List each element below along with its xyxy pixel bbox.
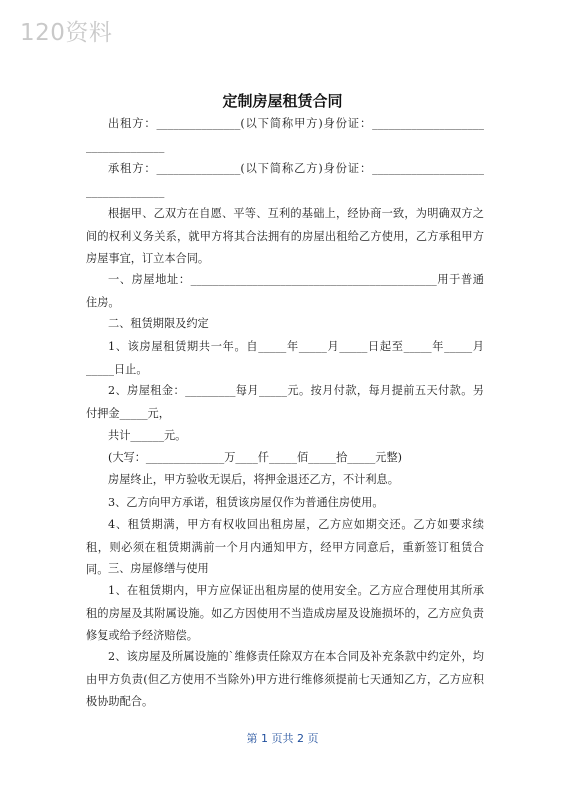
house-address-paragraph: 一、房屋地址：____________________________________________用于普通住房。	[86, 273, 484, 309]
safe-use-clause: 1、在租赁期内，甲方应保证出租房屋的使用安全。乙方应合理使用其所承租的房屋及其附属设施。如乙方因使用不当造成房屋及设施损坏的，乙方应负责修复或给予经济赔偿。	[86, 584, 484, 643]
section-repair-heading: 三、房屋修缮与使用	[108, 562, 209, 575]
watermark: 120资料	[20, 20, 113, 46]
lessee-line: 承租方：_______________(以下简称乙方)身份证：____________________ ______________	[86, 162, 484, 198]
section-lease-term-heading: 二、租赁期限及约定	[108, 317, 209, 330]
lease-expiry-clause: 4、租赁期满，甲方有权收回出租房屋，乙方应如期交还。乙方如要求续租，则必须在租赁期满前一个月内通知甲方，经甲方同意后，重新签订租赁合同。	[86, 518, 484, 577]
preamble-paragraph: 根据甲、乙双方在自愿、平等、互利的基础上，经协商一致，为明确双方之间的权利义务关系，就甲方将其合法拥有的房屋出租给乙方使用，乙方承租甲方房屋事宜，订立本合同。	[86, 207, 484, 266]
document-title: 定制房屋租赁合同	[222, 92, 343, 110]
maintenance-clause: 2、该房屋及所属设施的`维修责任除双方在本合同及补充条款中约定外，均由甲方负责(但乙方使用不当除外)甲方进行维修须提前七天通知乙方，乙方应积极协助配合。	[86, 650, 484, 709]
rent-clause: 2、房屋租金：_________每月_____元。按月付款，每月提前五天付款。另付押金_____元，	[86, 384, 484, 420]
amount-in-words-line: (大写：______________万____仟_____佰_____拾_____元整)	[108, 451, 403, 464]
total-line: 共计______元。	[108, 429, 187, 442]
lessor-line: 出租方：_______________(以下简称甲方)身份证：____________________ ______________	[86, 117, 484, 153]
page-number-footer: 第 1 页共 2 页	[246, 732, 319, 745]
usage-promise-clause: 3、乙方向甲方承诺，租赁该房屋仅作为普通住房使用。	[108, 496, 384, 509]
lease-term-clause: 1、该房屋租赁期共一年。自_____年_____月_____日起至_____年_____月_____日止。	[86, 340, 484, 376]
deposit-return-line: 房屋终止，甲方验收无误后，将押金退还乙方，不计利息。	[108, 473, 399, 486]
